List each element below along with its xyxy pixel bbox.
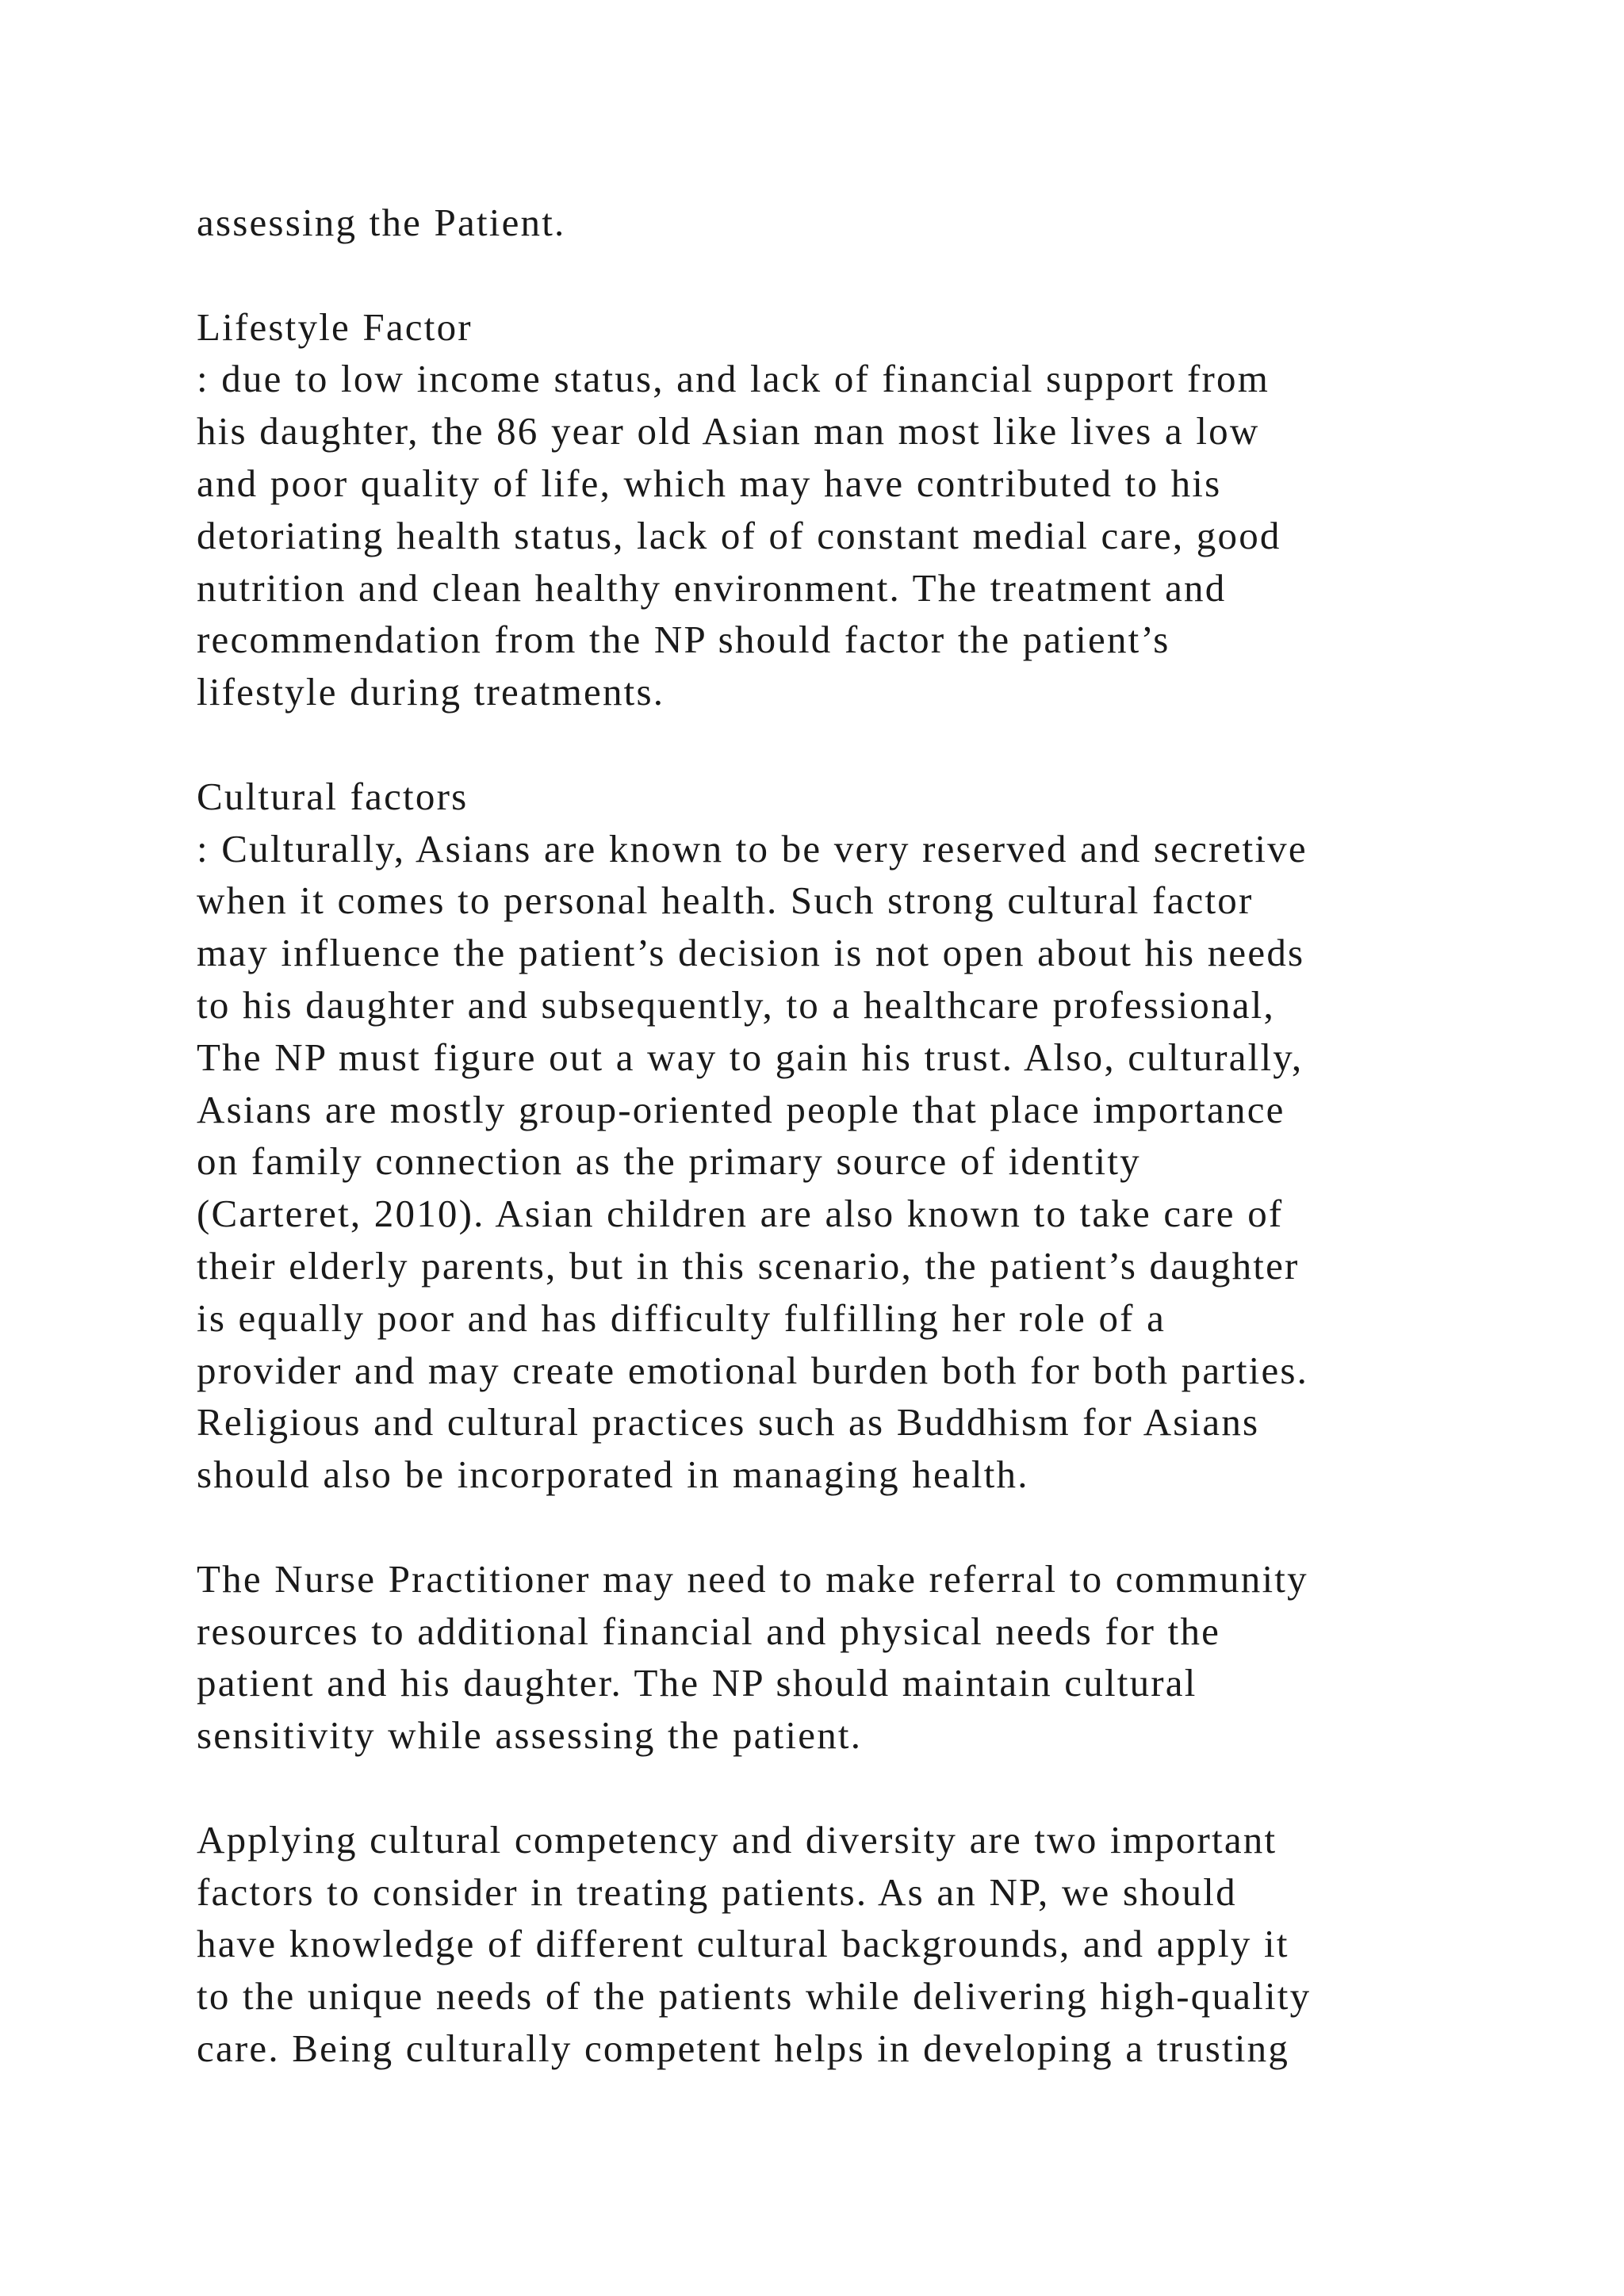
text-line: have knowledge of different cultural backgrounds, and apply it: [197, 1922, 1289, 1966]
text-line: care. Being culturally competent helps in developing a trusting: [197, 2026, 1290, 2070]
text-line: may influence the patient’s decision is not open about his needs: [197, 931, 1305, 975]
paragraph-gap: [197, 249, 1545, 301]
section-heading-cultural-factors: Cultural factors: [197, 774, 469, 818]
paragraph-lifestyle-factor: [197, 301, 1545, 718]
text-line: and poor quality of life, which may have contributed to his: [197, 461, 1222, 505]
text-line: to the unique needs of the patients while delivering high-quality: [197, 1974, 1312, 2019]
paragraph-gap: [197, 1762, 1545, 1814]
text-line: patient and his daughter. The NP should maintain cultural: [197, 1661, 1197, 1705]
document-body: [197, 197, 1545, 2075]
text-line: The Nurse Practitioner may need to make referral to community: [197, 1556, 1308, 1601]
paragraph-gap: [197, 1501, 1545, 1553]
text-line: provider and may create emotional burden both for both parties.: [197, 1348, 1309, 1392]
text-line: on family connection as the primary source of identity: [197, 1139, 1141, 1184]
paragraph-cultural-competency: [197, 1814, 1545, 2075]
text-line: to his daughter and subsequently, to a healthcare professional,: [197, 982, 1275, 1027]
text-line: : due to low income status, and lack of financial support from: [197, 357, 1270, 401]
text-line: sensitivity while assessing the patient.: [197, 1713, 863, 1758]
text-line: (Carteret, 2010). Asian children are also known to take care of: [197, 1192, 1284, 1236]
text-line: lifestyle during treatments.: [197, 670, 665, 714]
text-line: nutrition and clean healthy environment. The treatment and: [197, 565, 1227, 610]
text-line: assessing the Patient.: [197, 201, 566, 244]
text-line: Religious and cultural practices such as Buddhism for Asians: [197, 1400, 1260, 1445]
text-line: recommendation from the NP should factor the patient’s: [197, 618, 1170, 662]
text-line: is equally poor and has difficulty fulfilling her role of a: [197, 1295, 1166, 1340]
text-line: his daughter, the 86 year old Asian man most like lives a low: [197, 409, 1260, 453]
text-line: The NP must figure out a way to gain his trust. Also, culturally,: [197, 1035, 1304, 1079]
paragraph-continuation: [197, 197, 1545, 249]
paragraph-cultural-factors: [197, 771, 1545, 1501]
text-line: when it comes to personal health. Such strong cultural factor: [197, 878, 1254, 923]
text-line: Applying cultural competency and diversity are two important: [197, 1817, 1277, 1862]
paragraph-referral: [197, 1553, 1545, 1762]
text-line: factors to consider in treating patients. As an NP, we should: [197, 1869, 1237, 1914]
text-line: resources to additional financial and physical needs for the: [197, 1609, 1221, 1653]
text-line: detoriating health status, lack of of constant medial care, good: [197, 513, 1281, 557]
text-line: Asians are mostly group-oriented people that place importance: [197, 1087, 1285, 1131]
text-line: should also be incorporated in managing health.: [197, 1452, 1029, 1497]
text-line: : Culturally, Asians are known to be very reserved and secretive: [197, 826, 1308, 871]
section-heading-lifestyle-factor: Lifestyle Factor: [197, 304, 473, 349]
paragraph-gap: [197, 718, 1545, 771]
text-line: their elderly parents, but in this scenario, the patient’s daughter: [197, 1243, 1300, 1288]
